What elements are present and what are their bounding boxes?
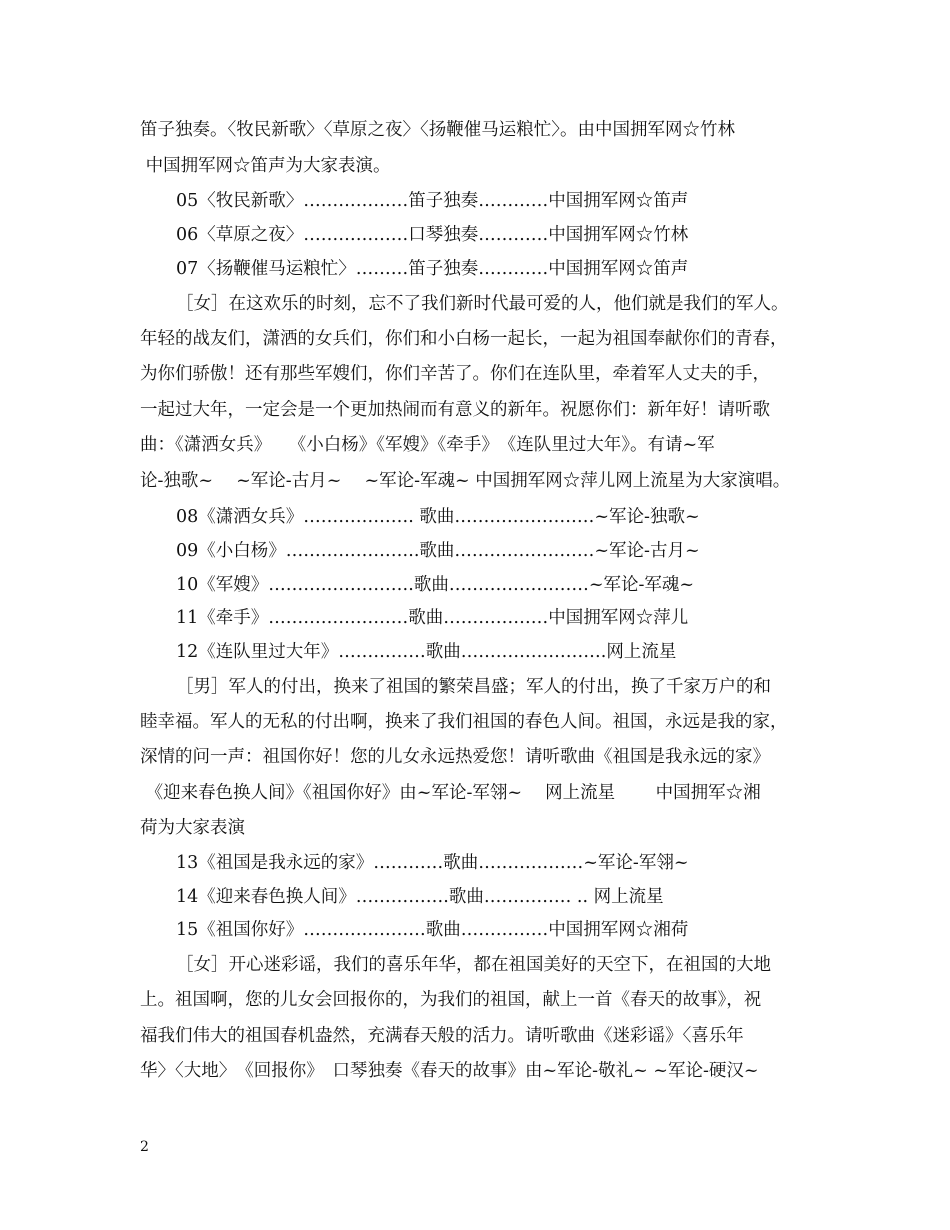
text-line: 深情的问一声：祖国你好！您的儿女永远热爱您！请听歌曲《祖国是我永远的家》 xyxy=(140,747,770,767)
text-line: ［女］在这欢乐的时刻，忘不了我们新时代最可爱的人，他们就是我们的军人。 xyxy=(176,294,789,314)
text-line: 荷为大家表演 xyxy=(140,818,245,838)
text-line: 一起过大年，一定会是一个更加热闹而有意义的新年。祝愿你们：新年好！请听歌 xyxy=(140,400,770,420)
text-line: 论-独歌~ ~军论-古月~ ~军论-军魂~ 中国拥军网☆萍儿网上流星为大家演唱。 xyxy=(140,471,791,491)
text-line: 中国拥军网☆笛声为大家表演。 xyxy=(140,156,391,176)
program-item: 05〈牧民新歌〉………………笛子独奏…………中国拥军网☆笛声 xyxy=(176,191,689,211)
text-line: 为你们骄傲！还有那些军嫂们，你们辛苦了。你们在连队里，牵着军人丈夫的手， xyxy=(140,364,770,384)
text-line: ［男］军人的付出，换来了祖国的繁荣昌盛；军人的付出，换了千家万户的和 xyxy=(176,677,771,697)
text-line: 曲：《潇洒女兵》 《小白杨》《军嫂》《牵手》 《连队里过大年》。有请~军 xyxy=(140,435,715,455)
program-item: 06〈草原之夜〉………………口琴独奏…………中国拥军网☆竹林 xyxy=(176,225,689,245)
text-line: 上。祖国啊，您的儿女会回报你的，为我们的祖国，献上一首《春天的故事》，祝 xyxy=(140,990,762,1010)
program-item: 11《牵手》……………………歌曲………………中国拥军网☆萍儿 xyxy=(176,608,689,628)
text-line: 笛子独奏。〈牧民新歌〉〈草原之夜〉〈扬鞭催马运粮忙〉。由中国拥军网☆竹林 xyxy=(140,120,735,140)
program-item: 07〈扬鞭催马运粮忙〉………笛子独奏…………中国拥军网☆笛声 xyxy=(176,259,689,279)
program-item: 09《小白杨》…………………..歌曲……………………~军论-古月~ xyxy=(176,541,700,561)
program-item: 10《军嫂》…………………….歌曲……………………~军论-军魂~ xyxy=(176,575,695,595)
text-line: 华〉〈大地〉 《回报你》 口琴独奏《春天的故事》由~军论-敬礼~ ~军论-硬汉~ xyxy=(140,1061,759,1081)
program-item: 14《迎来春色换人间》…………….歌曲…………… .. 网上流星 xyxy=(176,887,664,907)
program-item: 15《祖国你好》…………………歌曲……………中国拥军网☆湘荷 xyxy=(176,920,689,940)
text-line: 《迎来春色换人间》《祖国你好》由~军论-军翎~ 网上流星 中国拥军☆湘 xyxy=(140,783,761,803)
text-line: 睦幸福。军人的无私的付出啊，换来了我们祖国的春色人间。祖国，永远是我的家， xyxy=(140,712,788,732)
program-item: 13《祖国是我永远的家》…………歌曲………………~军论-军翎~ xyxy=(176,853,689,873)
page-number: 2 xyxy=(140,1139,149,1155)
text-line: ［女］开心迷彩谣，我们的喜乐年华，都在祖国美好的天空下，在祖国的大地 xyxy=(176,955,771,975)
program-item: 08《潇洒女兵》………………. 歌曲……………………~军论-独歌~ xyxy=(176,507,700,527)
text-line: 年轻的战友们，潇洒的女兵们，你们和小白杨一起长，一起为祖国奉献你们的青春， xyxy=(140,329,788,349)
text-line: 福我们伟大的祖国春机盎然，充满春天般的活力。请听歌曲《迷彩谣》〈喜乐年 xyxy=(140,1026,744,1046)
program-item: 12《连队里过大年》……………歌曲…………………….网上流星 xyxy=(176,642,677,662)
